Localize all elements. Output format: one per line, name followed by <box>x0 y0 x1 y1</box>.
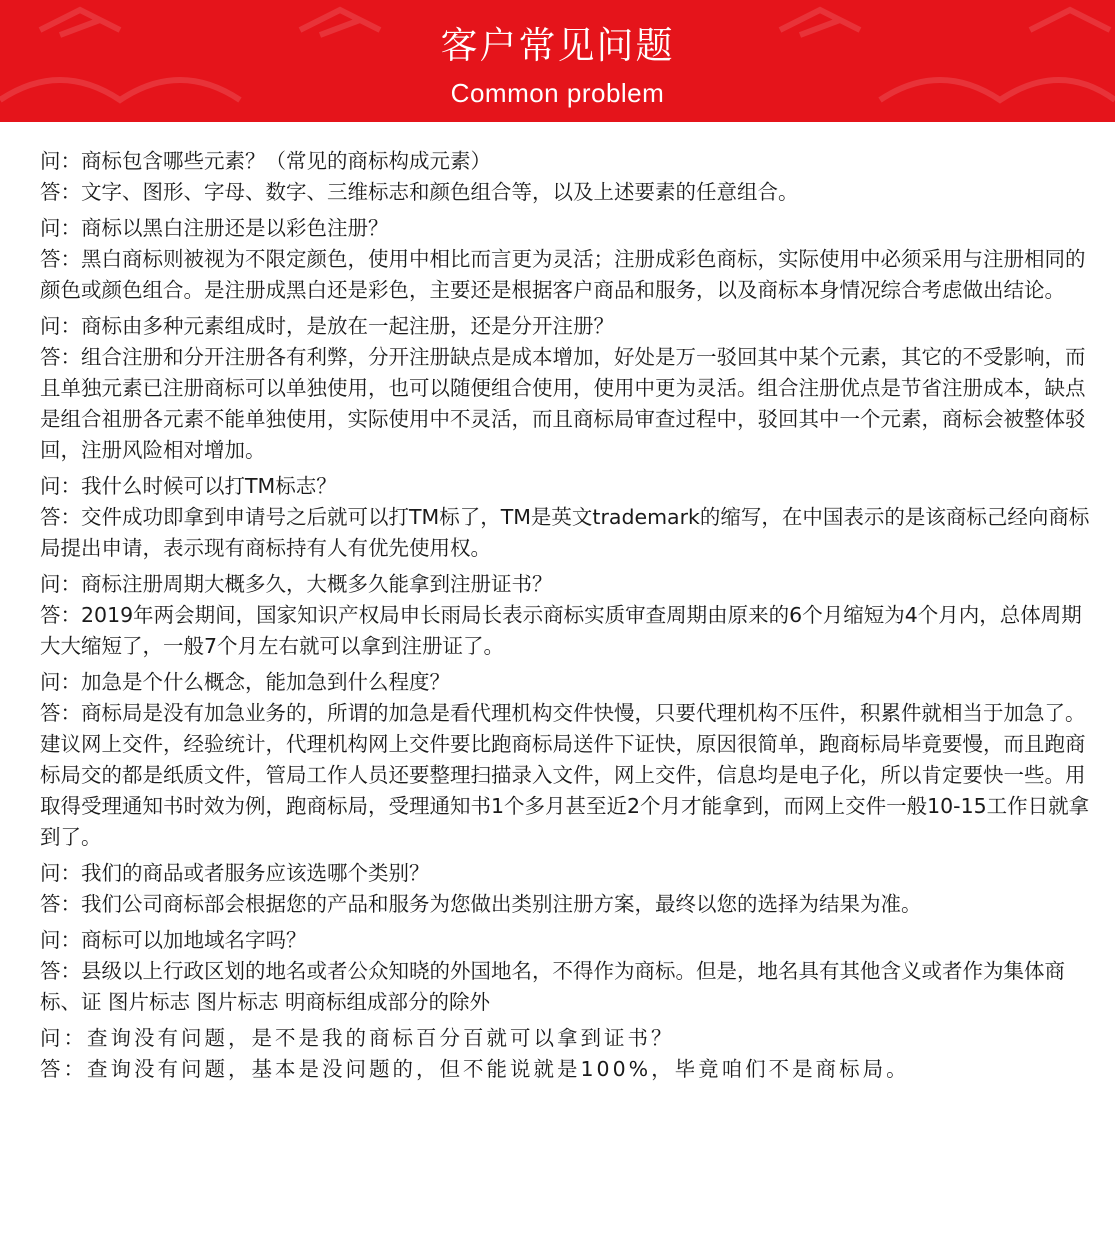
faq-answer: 答：我们公司商标部会根据您的产品和服务为您做出类别注册方案，最终以您的选择为结果为准。 <box>40 892 922 916</box>
header-banner <box>0 0 1115 122</box>
faq-question: 问：查询没有问题，是不是我的商标百分百就可以拿到证书？ <box>40 1026 675 1050</box>
faq-answer: 答：查询没有问题，基本是没问题的，但不能说就是100%，毕竟咱们不是商标局。 <box>40 1057 910 1081</box>
faq-item <box>40 569 1095 662</box>
faq-item <box>40 858 1095 920</box>
faq-answer: 答：组合注册和分开注册各有利弊，分开注册缺点是成本增加，好处是万一驳回其中某个元素，其它的不受影响，而且单独元素已注册商标可以单独使用，也可以随便组合使用，使用中更为灵活。组合注册优点是节省注册成本，缺点是组合祖册各元素不能单独使用，实际使用中不灵活，而且商标局审查过程中，驳回其中一个元素，商标会被整体驳回，注册风险相对增加。 <box>40 345 1086 462</box>
page-subtitle: Common problem <box>450 78 665 108</box>
faq-item <box>40 667 1095 853</box>
faq-question: 问：商标注册周期大概多久，大概多久能拿到注册证书？ <box>40 572 553 596</box>
faq-question: 问：商标由多种元素组成时，是放在一起注册，还是分开注册？ <box>40 314 614 338</box>
page-title: 客户常见问题 <box>440 24 675 67</box>
faq-item <box>40 471 1095 564</box>
faq-question: 问：我们的商品或者服务应该选哪个类别？ <box>40 861 430 885</box>
faq-answer: 答：黑白商标则被视为不限定颜色，使用中相比而言更为灵活；注册成彩色商标，实际使用中必须采用与注册相同的颜色或颜色组合。是注册成黑白还是彩色，主要还是根据客户商品和服务，以及商标本身情况综合考虑做出结论。 <box>40 247 1086 302</box>
faq-question: 问：商标可以加地域名字吗？ <box>40 928 307 952</box>
faq-item <box>40 1023 1095 1085</box>
faq-question: 问：加急是个什么概念，能加急到什么程度？ <box>40 670 450 694</box>
faq-question: 问：我什么时候可以打TM标志？ <box>40 474 337 498</box>
faq-answer: 答：文字、图形、字母、数字、三维标志和颜色组合等，以及上述要素的任意组合。 <box>40 180 799 204</box>
faq-list <box>0 122 1115 1085</box>
faq-answer: 答：2019年两会期间，国家知识产权局申长雨局长表示商标实质审查周期由原来的6个月缩短为4个月内，总体周期大大缩短了，一般7个月左右就可以拿到注册证了。 <box>40 603 1082 658</box>
faq-answer: 答：交件成功即拿到申请号之后就可以打TM标了，TM是英文trademark的缩写，在中国表示的是该商标己经向商标局提出申请，表示现有商标持有人有优先使用权。 <box>40 505 1090 560</box>
faq-answer: 答：县级以上行政区划的地名或者公众知晓的外国地名，不得作为商标。但是，地名具有其他含义或者作为集体商标、证 图片标志 图片标志 明商标组成部分的除外 <box>40 959 1065 1014</box>
faq-question: 问：商标包含哪些元素？（常见的商标构成元素） <box>40 149 491 173</box>
faq-item <box>40 213 1095 306</box>
faq-question: 问：商标以黑白注册还是以彩色注册？ <box>40 216 389 240</box>
faq-item <box>40 311 1095 466</box>
faq-item <box>40 146 1095 208</box>
faq-item <box>40 925 1095 1018</box>
faq-answer: 答：商标局是没有加急业务的，所谓的加急是看代理机构交件快慢，只要代理机构不压件，积累件就相当于加急了。建议网上交件，经验统计，代理机构网上交件要比跑商标局送件下证快，原因很简单，跑商标局毕竟要慢，而且跑商标局交的都是纸质文件，管局工作人员还要整理扫描录入文件，网上交件，信息均是电子化，所以肯定要快一些。用取得受理通知书时效为例，跑商标局，受理通知书1个多月甚至近2个月才能拿到，而网上交件一般10-15工作日就拿到了。 <box>40 701 1090 849</box>
